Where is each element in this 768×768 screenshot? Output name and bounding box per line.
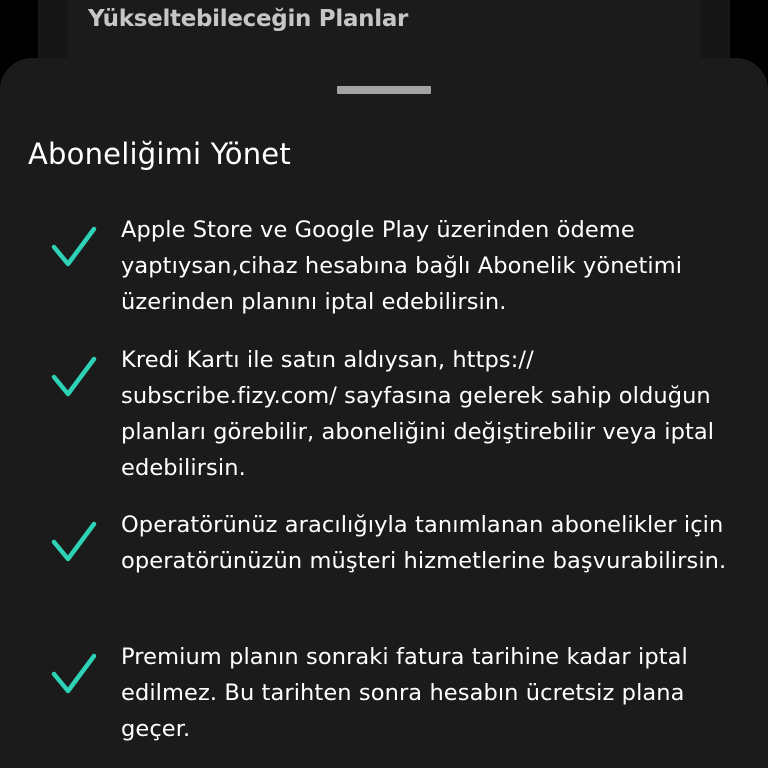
info-item-text: Apple Store ve Google Play üzerinden ödeme yaptıysan,cihaz hesabına bağlı Abonelik yönetimi üzerinden planını iptal edebilirsin. [121,217,683,315]
check-icon [50,225,98,271]
sheet-drag-handle[interactable] [337,86,431,94]
upgradeable-plans-heading: Yükseltebileceğin Planlar [88,6,409,32]
info-item-text: Operatörünüz aracılığıyla tanımlanan abonelikler için operatörünüzün müşteri hizmetlerine başvurabilirsin. [121,512,727,574]
sheet-title: Aboneliğimi Yönet [28,137,291,171]
check-icon [50,520,98,566]
check-icon [50,652,98,698]
info-item-text: Premium planın sonraki fatura tarihine kadar iptal edilmez. Bu tarihten sonra hesabın ücretsiz plana geçer. [121,644,688,742]
info-item-text: Kredi Kartı ile satın aldıysan, https:// subscribe.fizy.com/ sayfasına gelerek sahip olduğun planları görebilir, aboneliğini değiştirebilir veya iptal edebilirsin. [121,347,715,481]
check-icon [50,355,98,401]
manage-subscription-bottom-sheet [0,58,768,768]
